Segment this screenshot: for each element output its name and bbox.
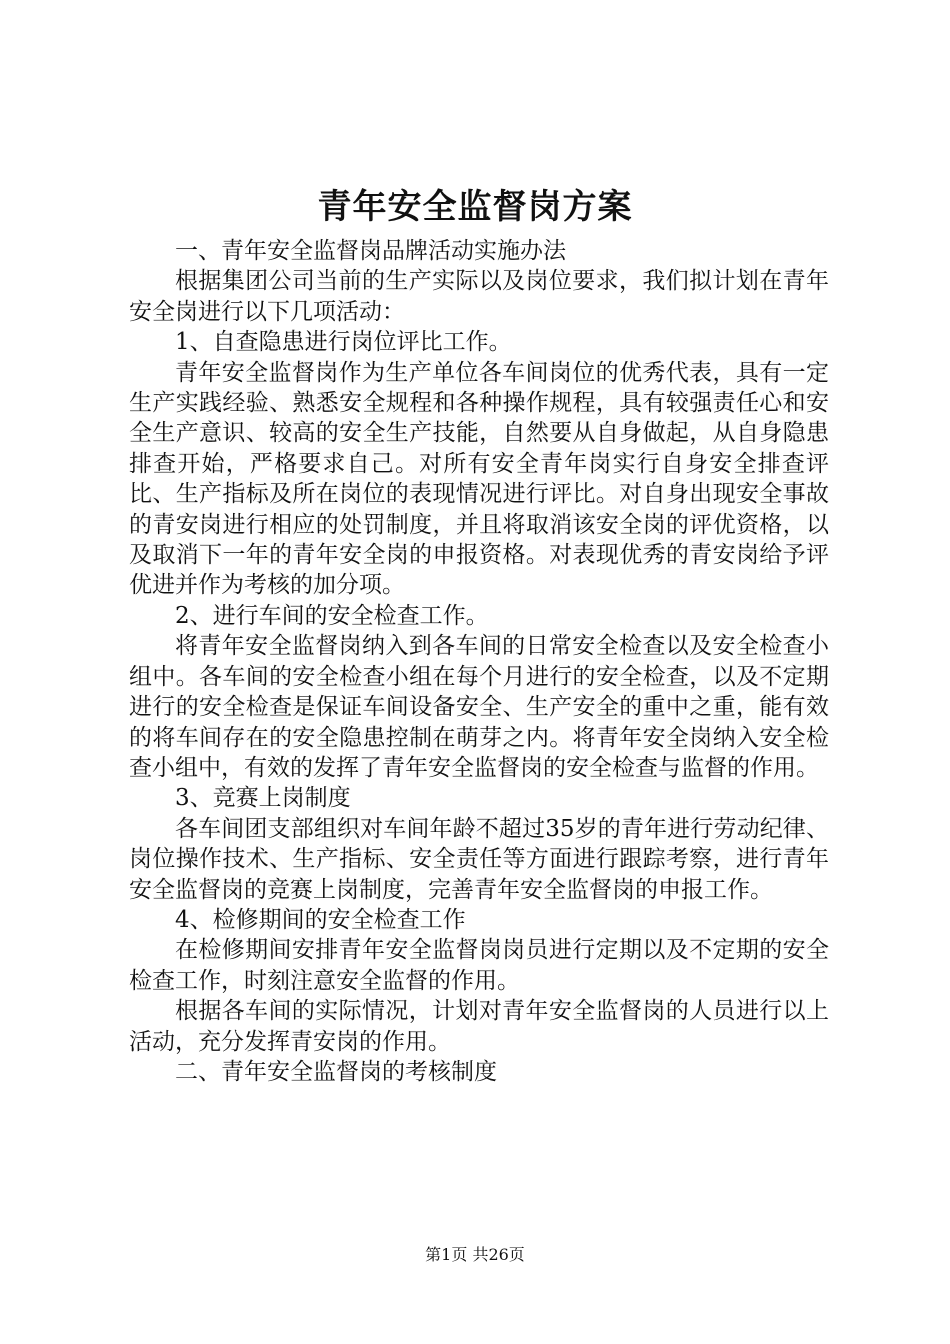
item-heading-3: 3、竞赛上岗制度 [175,785,351,812]
paragraph-summary: 根据各车间的实际情况，计划对青年安全监督岗的人员进行以上活动，充分发挥青安岗的作用。 [129,998,829,1055]
paragraph-item-3: 各车间团支部组织对车间年龄不超过35岁的青年进行劳动纪律、岗位操作技术、生产指标、安全责任等方面进行跟踪考察，进行青年安全监督岗的竞赛上岗制度，完善青年安全监督岗的申报工作。 [129,815,829,903]
document-body [129,236,829,1087]
section-heading-2: 二、青年安全监督岗的考核制度 [175,1058,497,1085]
item-heading-4: 4、检修期间的安全检查工作 [175,906,466,933]
paragraph-item-4: 在检修期间安排青年安全监督岗岗员进行定期以及不定期的安全检查工作，时刻注意安全监督的作用。 [129,937,829,994]
section-heading-1: 一、青年安全监督岗品牌活动实施办法 [175,238,566,264]
document-title: 青年安全监督岗方案 [317,187,633,227]
paragraph-item-2: 将青年安全监督岗纳入到各车间的日常安全检查以及安全检查小组中。各车间的安全检查小组在每个月进行的安全检查，以及不定期进行的安全检查是保证车间设备安全、生产安全的重中之重，能有效的将车间存在的安全隐患控制在萌芽之内。将青年安全岗纳入安全检查小组中，有效的发挥了青年安全监督岗的安全检查与监督的作用。 [129,633,829,781]
paragraph-intro: 根据集团公司当前的生产实际以及岗位要求，我们拟计划在青年安全岗进行以下几项活动： [129,268,829,325]
item-heading-2: 2、进行车间的安全检查工作。 [175,602,489,629]
paragraph-item-1: 青年安全监督岗作为生产单位各车间岗位的优秀代表，具有一定生产实践经验、熟悉安全规程和各种操作规程，具有较强责任心和安全生产意识、较高的安全生产技能，自然要从自身做起，从自身隐患排查开始，严格要求自己。对所有安全青年岗实行自身安全排查评比、生产指标及所在岗位的表现情况进行评比。对自身出现安全事故的青安岗进行相应的处罚制度，并且将取消该安全岗的评优资格，以及取消下一年的青年安全岗的申报资格。对表现优秀的青安岗给予评优进并作为考核的加分项。 [129,359,829,599]
item-heading-1: 1、自查隐患进行岗位评比工作。 [175,329,512,356]
page-footer: 第1页 共26页 [425,1245,525,1264]
